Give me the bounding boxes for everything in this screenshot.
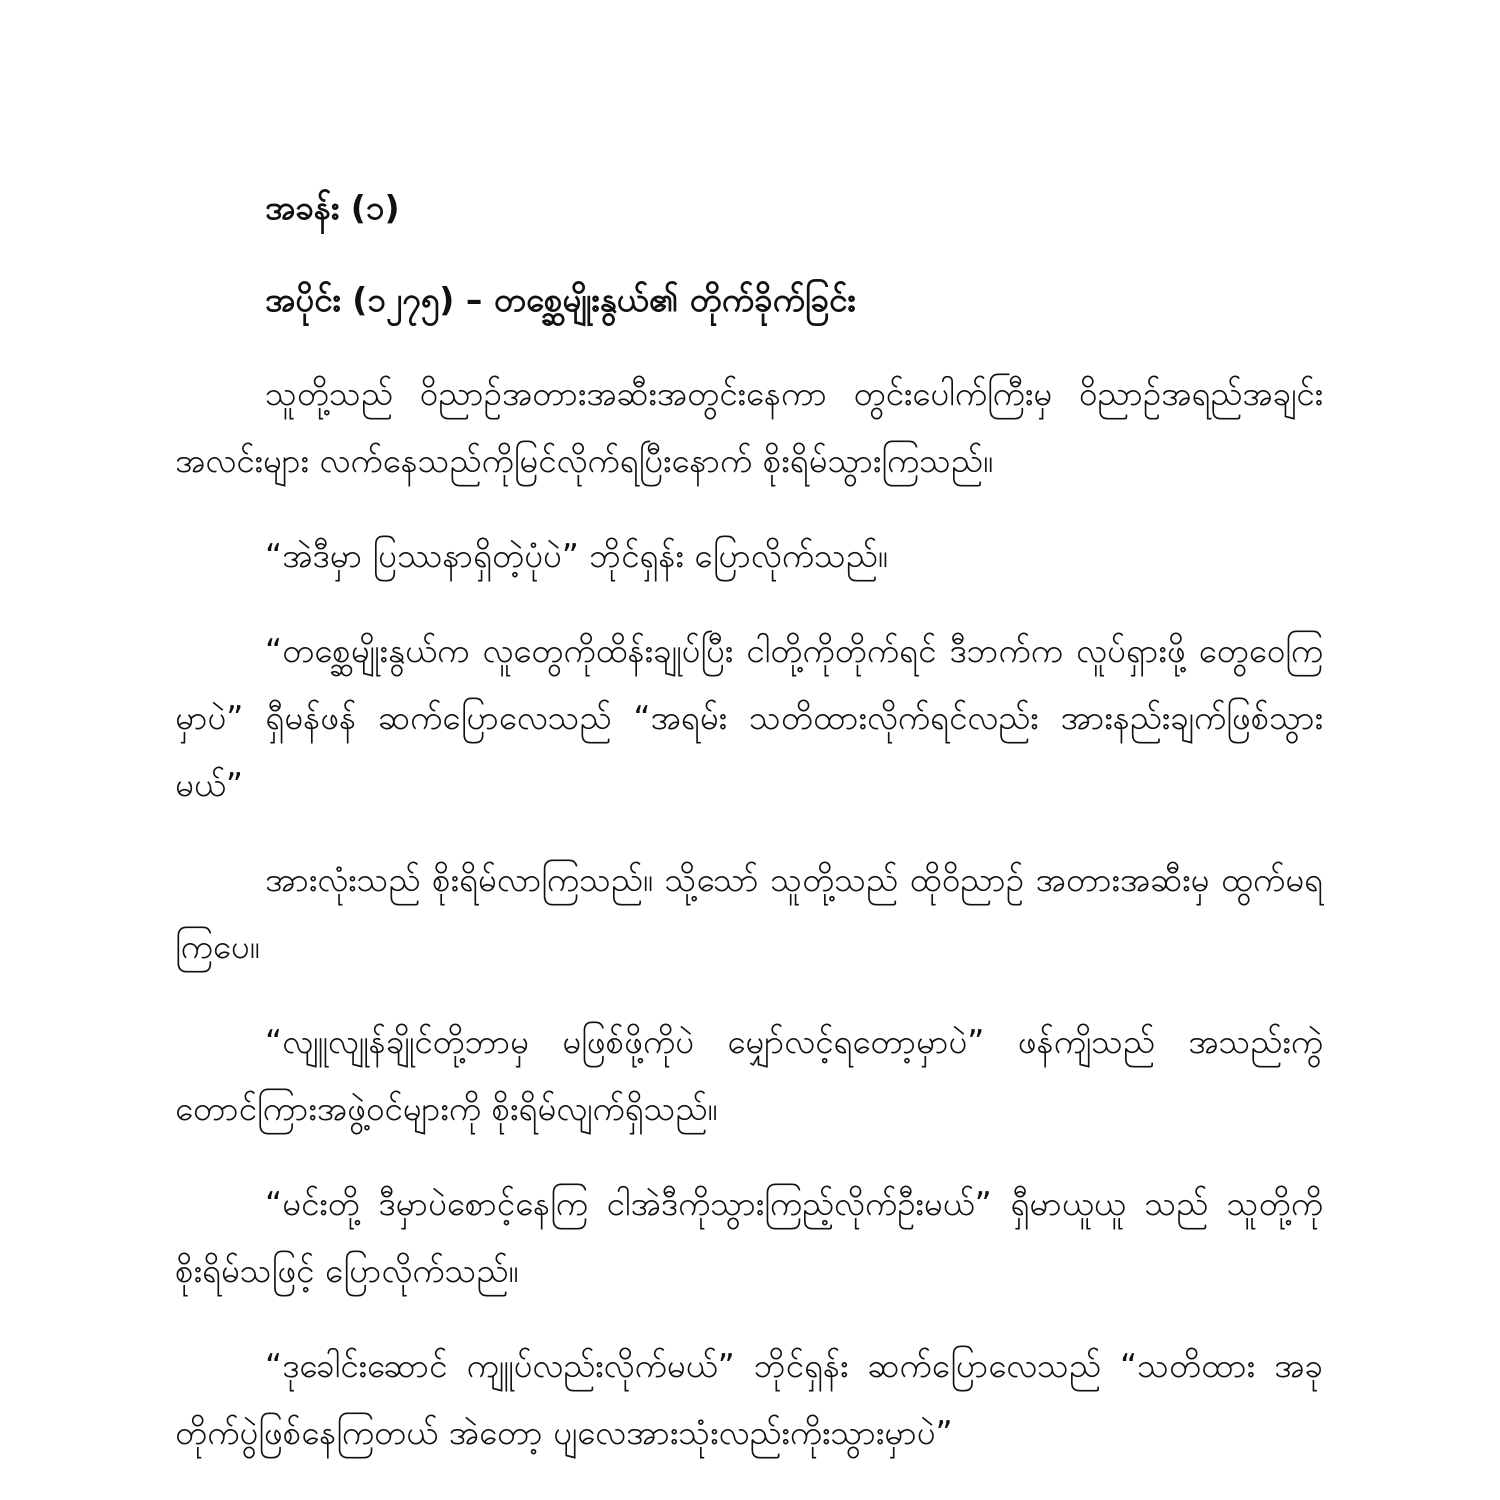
section-heading: အပိုင်း (၁၂၇၅) – တစ္ဆေမျိုးနွယ်၏ တိုက်ခိုက်ခြင်း [265,280,856,319]
paragraph: “အဲဒီမှာ ပြဿနာရှိတဲ့ပုံပဲ” ဘိုင်ရှန်း ပြောလိုက်သည်။ [265,536,888,575]
paragraph: “လျူလျုန်ချိုင်တို့ဘာမှ မဖြစ်ဖို့ကိုပဲ မျှော်လင့်ရတော့မှာပဲ” ဖန်ကျိသည် အသည်းကွဲတောင်ကြားအဖွဲ့ဝင်များကို စိုးရိမ်လျက်ရှိသည်။ [175,1022,1323,1128]
paragraph: သူတို့သည် ဝိညာဉ်အတားအဆီးအတွင်းနေကာ တွင်းပေါက်ကြီးမှ ဝိညာဉ်အရည်အချင်းအလင်းများ လက်နေသည်ကိုမြင်လိုက်ရပြီးနောက် စိုးရိမ်သွားကြသည်။ [175,374,1323,480]
paragraph: “တစ္ဆေမျိုးနွယ်က လူတွေကိုထိန်းချုပ်ပြီး ငါတို့ကိုတိုက်ရင် ဒီဘက်က လူပ်ရှားဖို့ တွေဝေကြမှာပဲ” ရှီမန်ဖန် ဆက်ပြောလေသည် “အရမ်း သတိထားလိုက်ရင်လည်း အားနည်းချက်ဖြစ်သွားမယ်” [175,631,1323,804]
paragraph: အားလုံးသည် စိုးရိမ်လာကြသည်။ သို့သော် သူတို့သည် ထိုဝိညာဉ် အတားအဆီးမှ ထွက်မရကြပေ။ [175,860,1323,966]
heading-spacer [175,332,1323,360]
paragraph: “ဒုခေါင်းဆောင် ကျူပ်လည်းလိုက်မယ်” ဘိုင်ရှန်း ဆက်ပြောလေသည် “သတိထား အခုတိုက်ပွဲဖြစ်နေကြတယ် အဲတော့ ပျလေအားသုံးလည်းကိုးသွားမှာပဲ” [175,1346,1323,1452]
paragraph: “မင်းတို့ ဒီမှာပဲစောင့်နေကြ ငါအဲဒီကိုသွားကြည့်လိုက်ဦးမယ်” ရှီမာယူယူ သည် သူတို့ကို စိုးရိမ်သဖြင့် ပြောလိုက်သည်။ [175,1184,1323,1290]
chapter-heading: အခန်း (၁) [265,188,400,227]
text-body [175,176,1323,1466]
